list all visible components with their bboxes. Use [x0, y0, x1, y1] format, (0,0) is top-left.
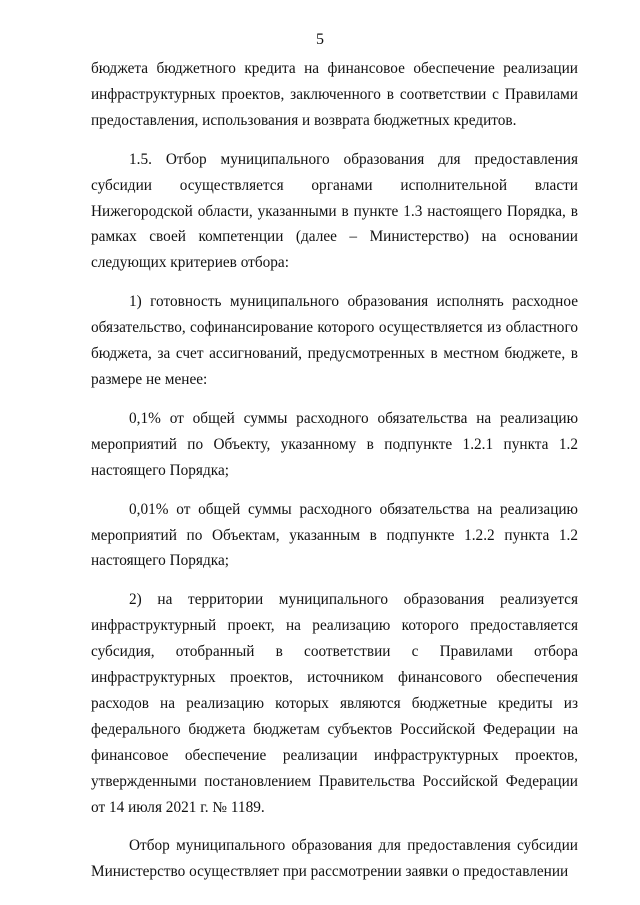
page-number: 5	[316, 31, 324, 48]
paragraph-share-object: 0,1% от общей суммы расходного обязательства на реализацию мероприятий по Объекту, указанному в подпункте 1.2.1 пункта 1.2 настоящего Порядка;	[91, 409, 578, 479]
paragraph-criterion-2: 2) на территории муниципального образования реализуется инфраструктурный проект, на реализацию которого предоставляется субсидия, отобранный в соответствии с Правилами отбора инфраструктурных проектов, источником финансового обеспечения расходов на реализацию которых являются бюджетные кредиты из федерального бюджета бюджетам субъектов Российской Федерации на финансовое обеспечение реализации инфраструктурных проектов, утвержденными постановлением Правительства Российской Федерации от 14 июля 2021 г. № 1189.	[91, 591, 578, 816]
paragraph-1-5: 1.5. Отбор муниципального образования для предоставления субсидии осуществляется органами исполнительной власти Нижегородской области, указанными в пункте 1.3 настоящего Порядка, в рамках своей компетенции (далее – Министерство) на основании следующих критериев отбора:	[91, 150, 578, 272]
paragraph-share-objects: 0,01% от общей суммы расходного обязательства на реализацию мероприятий по Объектам, указанным в подпункте 1.2.2 пункта 1.2 настоящего Порядка;	[91, 500, 578, 570]
paragraph-selection: Отбор муниципального образования для предоставления субсидии Министерство осуществляет при рассмотрении заявки о предоставлении	[91, 837, 578, 881]
paragraph-continuation: бюджета бюджетного кредита на финансовое обеспечение реализации инфраструктурных проектов, заключенного в соответствии с Правилами предоставления, использования и возврата бюджетных кредитов.	[91, 60, 578, 129]
document-body	[91, 56, 578, 885]
paragraph-criterion-1: 1) готовность муниципального образования исполнять расходное обязательство, софинансирование которого осуществляется из областного бюджета, за счет ассигнований, предусмотренных в местном бюджете, в размере не менее:	[91, 293, 578, 388]
